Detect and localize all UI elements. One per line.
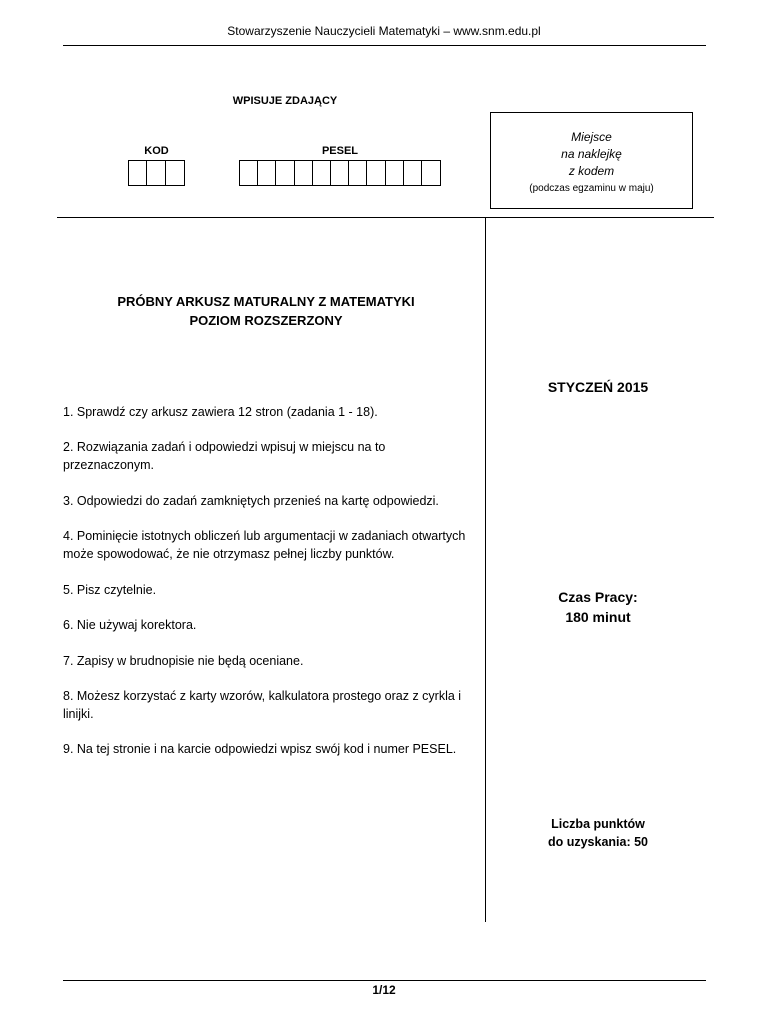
sticker-line-3: z kodem [568,164,615,178]
digit-cell[interactable] [147,161,165,185]
column-divider [485,218,486,922]
digit-cell[interactable] [276,161,294,185]
instruction-item: 1. Sprawdź czy arkusz zawiera 12 stron (zadania 1 - 18). [63,405,378,419]
instruction-item: 6. Nie używaj korektora. [63,618,197,633]
footer-rule [63,980,706,981]
student-section-title: WPISUJE ZDAJĄCY [232,95,338,107]
points-value: do uzyskania: 50 [547,835,649,849]
digit-cell[interactable] [166,161,184,185]
page-header: Stowarzyszenie Nauczycieli Matematyki – www.snm.edu.pl [227,24,541,38]
header-rule [63,45,706,46]
exam-title [60,292,472,330]
instruction-item: 3. Odpowiedzi do zadań zamkniętych przenieś na kartę odpowiedzi. [63,493,439,508]
digit-cell[interactable] [331,161,349,185]
points-label: Liczba punktów [551,817,645,831]
sticker-line-1: Miejsce [571,130,612,144]
exam-title-line-2: POZIOM ROZSZERZONY [189,313,343,328]
instruction-item: 2. Rozwiązania zadań i odpowiedzi wpisuj w miejscu na to przeznaczonym. [63,440,386,473]
digit-cell[interactable] [386,161,404,185]
instruction-item: 8. Możesz korzystać z karty wzorów, kalkulatora prostego oraz z cyrkla i linijki. [63,688,462,721]
digit-cell[interactable] [129,161,147,185]
sticker-note: (podczas egzaminu w maju) [529,183,654,194]
exam-title-line-1: PRÓBNY ARKUSZ MATURALNY Z MATEMATYKI [117,294,415,309]
instruction-item: 5. Pisz czytelnie. [63,582,157,597]
pesel-label: PESEL [321,145,359,157]
instructions-list [63,404,473,777]
max-points [488,815,708,851]
page-number: 1/12 [372,983,396,997]
duration-label: Czas Pracy: [558,589,638,605]
sticker-line-2: na naklejkę [561,147,622,161]
kod-label: KOD [144,145,169,157]
digit-cell[interactable] [258,161,276,185]
kod-field[interactable] [128,160,185,186]
instruction-item: 9. Na tej stronie i na karcie odpowiedzi wpisz swój kod i numer PESEL. [63,742,457,757]
section-rule [57,217,714,218]
digit-cell[interactable] [367,161,385,185]
duration-value: 180 minut [565,609,631,625]
digit-cell[interactable] [313,161,331,185]
digit-cell[interactable] [404,161,422,185]
instruction-item: 4. Pominięcie istotnych obliczeń lub argumentacji w zadaniach otwartych może spowodować, że nie otrzymasz pełnej liczby punktów. [63,529,466,562]
sticker-area [490,112,693,209]
digit-cell[interactable] [422,161,440,185]
digit-cell[interactable] [240,161,258,185]
exam-date: STYCZEŃ 2015 [547,379,649,395]
digit-cell[interactable] [295,161,313,185]
pesel-field[interactable] [239,160,441,186]
exam-duration [488,587,708,627]
instruction-item: 7. Zapisy w brudnopisie nie będą oceniane. [63,653,304,668]
digit-cell[interactable] [349,161,367,185]
